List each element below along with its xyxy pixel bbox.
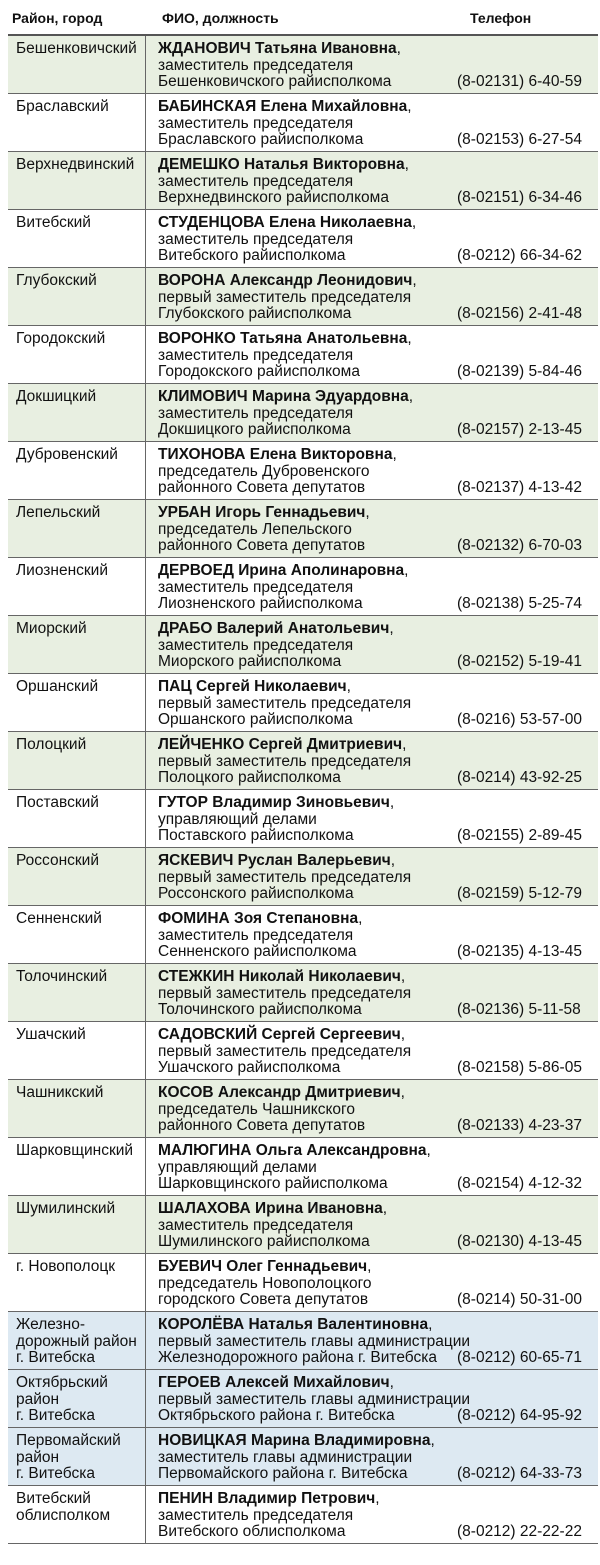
table-header xyxy=(8,6,598,36)
position-line: заместитель председателя xyxy=(158,230,354,248)
position-line: Ушачского райисполкома xyxy=(158,1059,341,1076)
district-line: дорожный район xyxy=(16,1332,137,1350)
position-line: управляющий делами xyxy=(158,810,317,828)
person-cell xyxy=(148,1374,471,1425)
table-row xyxy=(8,500,598,558)
position-line: первый заместитель председателя xyxy=(158,694,412,712)
person-cell xyxy=(148,1027,458,1077)
header-district: Район, город xyxy=(12,10,103,26)
phone-cell: (8-02155) 2-89-45 xyxy=(457,826,582,844)
person-cell xyxy=(148,215,458,265)
district-cell xyxy=(8,1254,146,1311)
position-line: Браславского райисполкома xyxy=(158,131,364,148)
table-row xyxy=(8,1138,598,1196)
district-line: Витебский xyxy=(16,1490,91,1507)
district-line: Витебский xyxy=(16,214,91,231)
person-name: БУЕВИЧ Олег Геннадьевич, xyxy=(158,1258,372,1275)
table-row xyxy=(8,1486,598,1544)
person-cell xyxy=(148,99,458,149)
table-row xyxy=(8,1370,598,1428)
district-cell xyxy=(8,1022,146,1079)
district-line: Дубровенский xyxy=(16,446,118,463)
district-cell xyxy=(8,210,146,267)
position-line: первый заместитель главы администрации xyxy=(158,1332,471,1350)
position-line: городского Совета депутатов xyxy=(158,1291,369,1308)
phone-cell: (8-02151) 6-34-46 xyxy=(457,188,582,206)
person-cell xyxy=(148,505,458,555)
district-line: Миорский xyxy=(16,620,87,637)
person-cell xyxy=(148,795,458,845)
position-line: заместитель председателя xyxy=(158,114,354,132)
district-line: Полоцкий xyxy=(16,736,87,753)
phone-cell: (8-02152) 5-19-41 xyxy=(457,652,582,670)
phone-cell: (8-02139) 5-84-46 xyxy=(457,362,582,380)
table-row xyxy=(8,1254,598,1312)
person-name: КЛИМОВИЧ Марина Эдуардовна, xyxy=(158,388,414,405)
position-line: первый заместитель главы администрации xyxy=(158,1390,471,1408)
position-line: заместитель председателя xyxy=(158,56,354,74)
position-line: Миорского райисполкома xyxy=(158,653,342,670)
person-name: САДОВСКИЙ Сергей Сергеевич, xyxy=(158,1026,406,1043)
person-cell xyxy=(148,389,458,439)
person-cell xyxy=(148,331,458,381)
person-name: ЯСКЕВИЧ Руслан Валерьевич, xyxy=(158,852,396,869)
person-name: ВОРОНКО Татьяна Анатольевна, xyxy=(158,330,412,347)
phone-cell: (8-0212) 64-33-73 xyxy=(457,1464,582,1482)
table-row xyxy=(8,268,598,326)
phone-cell: (8-0214) 50-31-00 xyxy=(457,1290,582,1308)
position-line: Лиозненского райисполкома xyxy=(158,595,363,612)
table-row xyxy=(8,964,598,1022)
position-line: Толочинского райисполкома xyxy=(158,1001,362,1018)
phone-cell: (8-0214) 43-92-25 xyxy=(457,768,582,786)
person-name: ПАЦ Сергей Николаевич, xyxy=(158,678,351,695)
phone-cell: (8-02133) 4-23-37 xyxy=(457,1116,582,1134)
table-row xyxy=(8,36,598,94)
person-name: ДЕМЕШКО Наталья Викторовна, xyxy=(158,156,409,173)
person-name: ПЕНИН Владимир Петрович, xyxy=(158,1490,380,1507)
table-row xyxy=(8,732,598,790)
position-line: Поставского райисполкома xyxy=(158,827,354,844)
district-line: Шарковщинский xyxy=(16,1142,134,1159)
person-name: МАЛЮГИНА Ольга Александровна, xyxy=(158,1142,431,1159)
district-cell xyxy=(8,1486,146,1543)
person-name: СТУДЕНЦОВА Елена Николаевна, xyxy=(158,214,417,231)
phone-cell: (8-02135) 4-13-45 xyxy=(457,942,582,960)
district-line: Глубокский xyxy=(16,272,97,289)
district-line: Чашникский xyxy=(16,1084,104,1101)
position-line: заместитель председателя xyxy=(158,636,354,654)
position-line: первый заместитель председателя xyxy=(158,288,412,306)
table-row xyxy=(8,848,598,906)
position-line: первый заместитель председателя xyxy=(158,868,412,886)
person-name: НОВИЦКАЯ Марина Владимировна, xyxy=(158,1432,435,1449)
position-line: Железнодорожного района г. Витебска xyxy=(158,1349,437,1366)
person-name: ВОРОНА Александр Леонидович, xyxy=(158,272,417,289)
phone-cell: (8-0212) 64-95-92 xyxy=(457,1406,582,1424)
position-line: районного Совета депутатов xyxy=(158,1117,366,1134)
table-row xyxy=(8,558,598,616)
position-line: заместитель председателя xyxy=(158,926,354,944)
person-cell xyxy=(148,911,458,961)
district-line: район xyxy=(16,1448,60,1466)
position-line: Верхнедвинского райисполкома xyxy=(158,189,389,206)
district-line: Верхнедвинский xyxy=(16,156,135,173)
district-line: район xyxy=(16,1390,60,1408)
table-row xyxy=(8,1022,598,1080)
district-line: Браславский xyxy=(16,98,109,115)
table-row xyxy=(8,674,598,732)
table-row xyxy=(8,210,598,268)
position-line: заместитель председателя xyxy=(158,1216,354,1234)
table-row xyxy=(8,1196,598,1254)
position-line: Витебского райисполкома xyxy=(158,247,346,264)
person-name: ДЕРВОЕД Ирина Аполинаровна, xyxy=(158,562,409,579)
district-cell xyxy=(8,268,146,325)
district-line: Лиозненский xyxy=(16,562,108,579)
table-row xyxy=(8,790,598,848)
district-cell xyxy=(8,1312,146,1369)
position-line: Сенненского райисполкома xyxy=(158,943,357,960)
person-cell xyxy=(148,1491,458,1541)
district-cell xyxy=(8,1196,146,1253)
district-line: г. Витебска xyxy=(16,1407,95,1424)
position-line: заместитель председателя xyxy=(158,404,354,422)
person-name: ТИХОНОВА Елена Викторовна, xyxy=(158,446,397,463)
district-line: Первомайский xyxy=(16,1432,121,1449)
phone-cell: (8-02159) 5-12-79 xyxy=(457,884,582,902)
district-cell xyxy=(8,906,146,963)
position-line: Шумилинского райисполкома xyxy=(158,1233,370,1250)
position-line: Глубокского райисполкома xyxy=(158,305,352,322)
position-line: первый заместитель председателя xyxy=(158,752,412,770)
table-row xyxy=(8,384,598,442)
phone-cell: (8-02138) 5-25-74 xyxy=(457,594,582,612)
position-line: председатель Чашникского xyxy=(158,1100,355,1118)
person-cell xyxy=(148,157,458,207)
district-cell xyxy=(8,94,146,151)
district-line: г. Витебска xyxy=(16,1349,95,1366)
person-name: ДРАБО Валерий Анатольевич, xyxy=(158,620,394,637)
table-row xyxy=(8,152,598,210)
district-line: Россонский xyxy=(16,852,99,869)
phone-cell: (8-02131) 6-40-59 xyxy=(457,72,582,90)
person-name: ФОМИНА Зоя Степановна, xyxy=(158,910,363,927)
person-cell xyxy=(148,273,458,323)
district-cell xyxy=(8,36,146,93)
person-name: ЛЕЙЧЕНКО Сергей Дмитриевич, xyxy=(158,736,407,753)
person-cell xyxy=(148,1433,458,1483)
person-cell xyxy=(148,1143,458,1193)
position-line: заместитель председателя xyxy=(158,1506,354,1524)
phone-cell: (8-0212) 22-22-22 xyxy=(457,1522,582,1540)
person-cell xyxy=(148,563,458,613)
district-cell xyxy=(8,1080,146,1137)
position-line: Городокского райисполкома xyxy=(158,363,360,380)
position-line: Первомайского района г. Витебска xyxy=(158,1465,408,1482)
phone-cell: (8-02130) 4-13-45 xyxy=(457,1232,582,1250)
position-line: заместитель главы администрации xyxy=(158,1448,413,1466)
position-line: заместитель председателя xyxy=(158,172,354,190)
person-cell xyxy=(148,41,458,91)
district-line: Лепельский xyxy=(16,504,101,521)
district-cell xyxy=(8,732,146,789)
person-cell xyxy=(148,737,458,787)
district-line: облисполком xyxy=(16,1506,111,1524)
person-name: КОРОЛЁВА Наталья Валентиновна, xyxy=(158,1316,433,1333)
district-line: Городокский xyxy=(16,330,106,347)
person-name: КОСОВ Александр Дмитриевич, xyxy=(158,1084,405,1101)
table-row xyxy=(8,1080,598,1138)
person-name: ГУТОР Владимир Зиновьевич, xyxy=(158,794,395,811)
district-line: Толочинский xyxy=(16,968,108,985)
person-name: СТЕЖКИН Николай Николаевич, xyxy=(158,968,406,985)
district-cell xyxy=(8,790,146,847)
position-line: районного Совета депутатов xyxy=(158,479,366,496)
phone-cell: (8-0212) 60-65-71 xyxy=(457,1348,582,1366)
phone-cell: (8-02154) 4-12-32 xyxy=(457,1174,582,1192)
district-line: Сенненский xyxy=(16,910,102,927)
person-cell xyxy=(148,679,458,729)
district-cell xyxy=(8,1370,146,1427)
header-name: ФИО, должность xyxy=(162,10,279,26)
district-line: г. Новополоцк xyxy=(16,1258,116,1275)
position-line: председатель Дубровенского xyxy=(158,462,370,480)
position-line: Октябрьского района г. Витебска xyxy=(158,1407,395,1424)
table-row xyxy=(8,94,598,152)
contacts-table xyxy=(8,6,598,1544)
district-line: Железно- xyxy=(16,1316,86,1333)
phone-cell: (8-0212) 66-34-62 xyxy=(457,246,582,264)
person-name: ШАЛАХОВА Ирина Ивановна, xyxy=(158,1200,388,1217)
person-cell xyxy=(148,969,458,1019)
district-line: Октябрьский xyxy=(16,1374,108,1391)
position-line: Витебского облисполкома xyxy=(158,1523,346,1540)
district-cell xyxy=(8,384,146,441)
district-cell xyxy=(8,558,146,615)
person-cell xyxy=(148,853,458,903)
district-cell xyxy=(8,1138,146,1195)
position-line: районного Совета депутатов xyxy=(158,537,366,554)
table-row xyxy=(8,1428,598,1486)
position-line: Докшицкого райисполкома xyxy=(158,421,351,438)
district-line: Поставский xyxy=(16,794,99,811)
table-row xyxy=(8,326,598,384)
phone-cell: (8-0216) 53-57-00 xyxy=(457,710,582,728)
district-line: Бешенковичский xyxy=(16,40,137,57)
district-cell xyxy=(8,152,146,209)
district-line: Ушачский xyxy=(16,1026,86,1043)
table-row xyxy=(8,442,598,500)
table-row xyxy=(8,1312,598,1370)
position-line: заместитель председателя xyxy=(158,346,354,364)
position-line: заместитель председателя xyxy=(158,578,354,596)
district-cell xyxy=(8,848,146,905)
person-name: БАБИНСКАЯ Елена Михайловна, xyxy=(158,98,412,115)
district-line: Докшицкий xyxy=(16,388,97,405)
person-cell xyxy=(148,1316,471,1367)
header-phone: Телефон xyxy=(470,10,532,26)
district-cell xyxy=(8,326,146,383)
position-line: первый заместитель председателя xyxy=(158,1042,412,1060)
district-cell xyxy=(8,442,146,499)
position-line: управляющий делами xyxy=(158,1158,317,1176)
person-cell xyxy=(148,1085,458,1135)
position-line: председатель Новополоцкого xyxy=(158,1274,372,1292)
position-line: председатель Лепельского xyxy=(158,520,352,538)
position-line: Полоцкого райисполкома xyxy=(158,769,341,786)
person-cell xyxy=(148,447,458,497)
district-cell xyxy=(8,500,146,557)
table-body xyxy=(8,36,598,1544)
position-line: Россонского райисполкома xyxy=(158,885,354,902)
district-line: Оршанский xyxy=(16,678,99,695)
position-line: Шарковщинского райисполкома xyxy=(158,1175,388,1192)
phone-cell: (8-02132) 6-70-03 xyxy=(457,536,582,554)
phone-cell: (8-02157) 2-13-45 xyxy=(457,420,582,438)
person-name: ГЕРОЕВ Алексей Михайлович, xyxy=(158,1374,394,1391)
person-cell xyxy=(148,621,458,671)
person-cell xyxy=(148,1259,458,1309)
district-cell xyxy=(8,1428,146,1485)
position-line: первый заместитель председателя xyxy=(158,984,412,1002)
phone-cell: (8-02153) 6-27-54 xyxy=(457,130,582,148)
table-row xyxy=(8,616,598,674)
position-line: Бешенковичского райисполкома xyxy=(158,73,392,90)
person-name: УРБАН Игорь Геннадьевич, xyxy=(158,504,370,521)
district-line: Шумилинский xyxy=(16,1200,116,1217)
phone-cell: (8-02137) 4-13-42 xyxy=(457,478,582,496)
position-line: Оршанского райисполкома xyxy=(158,711,353,728)
district-cell xyxy=(8,674,146,731)
person-name: ЖДАНОВИЧ Татьяна Ивановна, xyxy=(158,40,401,57)
phone-cell: (8-02136) 5-11-58 xyxy=(457,1000,581,1018)
district-line: г. Витебска xyxy=(16,1465,95,1482)
person-cell xyxy=(148,1201,458,1251)
district-cell xyxy=(8,964,146,1021)
phone-cell: (8-02156) 2-41-48 xyxy=(457,304,582,322)
district-cell xyxy=(8,616,146,673)
table-row xyxy=(8,906,598,964)
phone-cell: (8-02158) 5-86-05 xyxy=(457,1058,582,1076)
